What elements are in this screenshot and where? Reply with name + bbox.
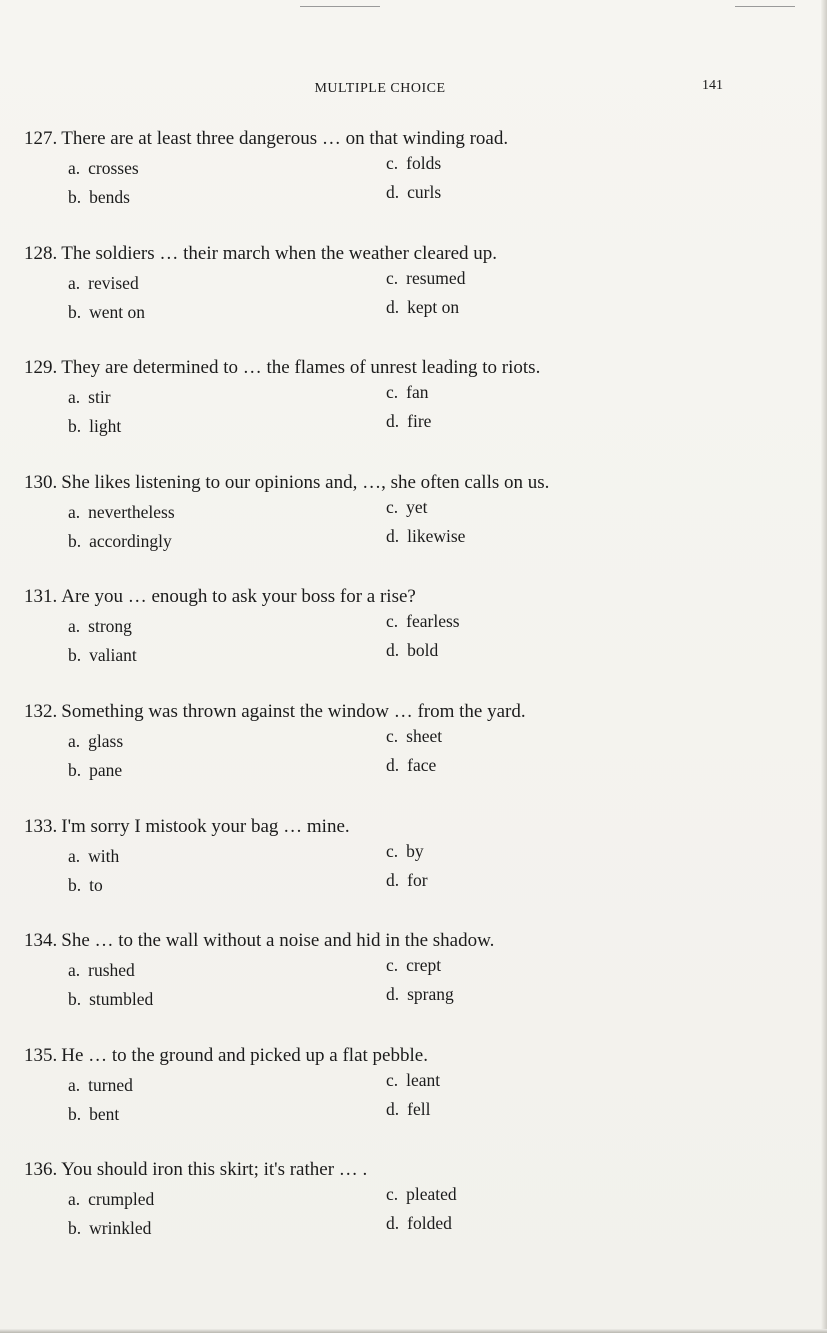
answer-option-d bbox=[386, 984, 454, 1005]
question-number: 129. bbox=[24, 357, 58, 378]
answer-option-b bbox=[68, 1104, 119, 1125]
question-text: They are determined to … the flames of unrest leading to riots. bbox=[61, 357, 541, 378]
question-stem bbox=[24, 701, 724, 723]
option-letter: d. bbox=[386, 526, 400, 546]
option-text: stir bbox=[88, 387, 111, 407]
question-stem bbox=[24, 1159, 724, 1181]
option-letter: b. bbox=[68, 187, 82, 207]
answer-options bbox=[24, 150, 724, 210]
option-text: to bbox=[89, 875, 103, 895]
question-number: 136. bbox=[24, 1159, 58, 1180]
question-number: 135. bbox=[24, 1045, 58, 1066]
answer-option-c bbox=[386, 153, 441, 174]
option-letter: c. bbox=[386, 497, 399, 517]
question-item bbox=[24, 243, 724, 325]
question-stem bbox=[24, 243, 724, 265]
option-text: rushed bbox=[88, 960, 135, 980]
option-letter: a. bbox=[68, 1189, 81, 1209]
answer-option-b bbox=[68, 416, 121, 437]
option-text: resumed bbox=[406, 268, 466, 288]
answer-option-b bbox=[68, 1218, 151, 1239]
option-letter: d. bbox=[386, 411, 400, 431]
question-stem bbox=[24, 1045, 724, 1067]
question-number: 127. bbox=[24, 128, 58, 149]
option-letter: a. bbox=[68, 158, 81, 178]
option-text: went on bbox=[89, 302, 146, 322]
answer-option-d bbox=[386, 1099, 430, 1120]
option-text: leant bbox=[406, 1070, 441, 1090]
option-text: bold bbox=[407, 640, 439, 660]
option-letter: b. bbox=[68, 645, 82, 665]
question-item bbox=[24, 816, 724, 898]
option-text: valiant bbox=[89, 645, 137, 665]
option-letter: d. bbox=[386, 984, 400, 1004]
option-letter: c. bbox=[386, 611, 399, 631]
answer-options bbox=[24, 723, 724, 783]
question-text: You should iron this skirt; it's rather … . bbox=[61, 1159, 368, 1180]
answer-option-c bbox=[386, 611, 460, 632]
option-text: face bbox=[407, 755, 437, 775]
option-letter: b. bbox=[68, 875, 82, 895]
question-item bbox=[24, 930, 724, 1012]
answer-option-c bbox=[386, 497, 428, 518]
answer-option-b bbox=[68, 875, 103, 896]
question-text: He … to the ground and picked up a flat pebble. bbox=[61, 1045, 428, 1066]
answer-options bbox=[24, 494, 724, 554]
question-number: 133. bbox=[24, 816, 58, 837]
question-item bbox=[24, 472, 724, 554]
option-text: turned bbox=[88, 1075, 133, 1095]
option-text: sheet bbox=[406, 726, 443, 746]
question-item bbox=[24, 701, 724, 783]
answer-option-a bbox=[68, 387, 111, 408]
option-letter: a. bbox=[68, 1075, 81, 1095]
answer-option-b bbox=[68, 531, 172, 552]
answer-options bbox=[24, 952, 724, 1012]
answer-option-a bbox=[68, 502, 175, 523]
option-letter: c. bbox=[386, 1070, 399, 1090]
option-letter: c. bbox=[386, 841, 399, 861]
option-text: bends bbox=[89, 187, 130, 207]
option-letter: d. bbox=[386, 870, 400, 890]
option-letter: b. bbox=[68, 531, 82, 551]
option-text: crosses bbox=[88, 158, 139, 178]
answer-option-a bbox=[68, 960, 135, 981]
option-letter: a. bbox=[68, 846, 81, 866]
answer-options bbox=[24, 1067, 724, 1127]
question-text: There are at least three dangerous … on that winding road. bbox=[61, 128, 509, 149]
answer-option-a bbox=[68, 846, 119, 867]
answer-option-d bbox=[386, 526, 465, 547]
answer-option-b bbox=[68, 989, 153, 1010]
question-stem bbox=[24, 816, 724, 838]
answer-option-b bbox=[68, 645, 137, 666]
page-number: 141 bbox=[702, 78, 723, 93]
option-letter: c. bbox=[386, 382, 399, 402]
answer-option-d bbox=[386, 1213, 452, 1234]
option-letter: d. bbox=[386, 297, 400, 317]
question-item bbox=[24, 128, 724, 210]
answer-options bbox=[24, 608, 724, 668]
option-letter: c. bbox=[386, 153, 399, 173]
option-text: wrinkled bbox=[89, 1218, 152, 1238]
option-text: crumpled bbox=[88, 1189, 155, 1209]
option-letter: a. bbox=[68, 616, 81, 636]
option-letter: b. bbox=[68, 760, 82, 780]
scan-edge-line bbox=[735, 6, 795, 7]
answer-option-c bbox=[386, 268, 465, 289]
answer-option-b bbox=[68, 187, 130, 208]
option-text: likewise bbox=[407, 526, 466, 546]
option-text: folds bbox=[406, 153, 442, 173]
question-text: Something was thrown against the window … from the yard. bbox=[61, 701, 526, 722]
question-text: Are you … enough to ask your boss for a rise? bbox=[61, 586, 416, 607]
option-letter: c. bbox=[386, 955, 399, 975]
option-text: pane bbox=[89, 760, 123, 780]
answer-option-d bbox=[386, 640, 438, 661]
answer-option-a bbox=[68, 273, 139, 294]
answer-option-c bbox=[386, 841, 424, 862]
answer-option-c bbox=[386, 1070, 440, 1091]
option-text: bent bbox=[89, 1104, 120, 1124]
question-item bbox=[24, 357, 724, 439]
option-letter: a. bbox=[68, 387, 81, 407]
option-text: folded bbox=[407, 1213, 452, 1233]
question-text: She … to the wall without a noise and hid in the shadow. bbox=[61, 930, 495, 951]
answer-option-a bbox=[68, 616, 132, 637]
page-edge-shadow bbox=[0, 1329, 827, 1333]
running-head: MULTIPLE CHOICE bbox=[314, 81, 446, 96]
answer-option-d bbox=[386, 870, 428, 891]
question-stem bbox=[24, 357, 724, 379]
answer-option-c bbox=[386, 955, 441, 976]
option-letter: d. bbox=[386, 755, 400, 775]
option-text: crept bbox=[406, 955, 442, 975]
question-stem bbox=[24, 472, 724, 494]
option-text: glass bbox=[88, 731, 124, 751]
answer-options bbox=[24, 379, 724, 439]
question-item bbox=[24, 1045, 724, 1127]
option-letter: d. bbox=[386, 640, 400, 660]
answer-option-d bbox=[386, 297, 459, 318]
option-text: sprang bbox=[407, 984, 454, 1004]
option-text: fearless bbox=[406, 611, 460, 631]
answer-option-b bbox=[68, 302, 145, 323]
answer-option-d bbox=[386, 411, 431, 432]
question-text: She likes listening to our opinions and, …, she often calls on us. bbox=[61, 472, 550, 493]
question-text: I'm sorry I mistook your bag … mine. bbox=[61, 816, 350, 837]
option-letter: d. bbox=[386, 182, 400, 202]
option-text: strong bbox=[88, 616, 132, 636]
option-text: light bbox=[89, 416, 122, 436]
option-text: kept on bbox=[407, 297, 460, 317]
option-letter: b. bbox=[68, 1218, 82, 1238]
question-text: The soldiers … their march when the weather cleared up. bbox=[61, 243, 498, 264]
option-letter: a. bbox=[68, 502, 81, 522]
answer-options bbox=[24, 838, 724, 898]
answer-options bbox=[24, 1181, 724, 1241]
answer-option-a bbox=[68, 1075, 133, 1096]
question-number: 134. bbox=[24, 930, 58, 951]
answer-option-a bbox=[68, 1189, 154, 1210]
option-text: fire bbox=[407, 411, 432, 431]
answer-option-a bbox=[68, 158, 139, 179]
option-letter: b. bbox=[68, 989, 82, 1009]
answer-option-d bbox=[386, 182, 441, 203]
option-text: accordingly bbox=[89, 531, 172, 551]
question-number: 132. bbox=[24, 701, 58, 722]
option-text: by bbox=[406, 841, 424, 861]
question-number: 131. bbox=[24, 586, 58, 607]
question-item bbox=[24, 586, 724, 668]
option-letter: b. bbox=[68, 302, 82, 322]
option-text: fell bbox=[407, 1099, 431, 1119]
answer-option-c bbox=[386, 1184, 457, 1205]
question-number: 130. bbox=[24, 472, 58, 493]
answer-options bbox=[24, 265, 724, 325]
option-letter: c. bbox=[386, 726, 399, 746]
option-letter: b. bbox=[68, 1104, 82, 1124]
question-item bbox=[24, 1159, 724, 1241]
answer-option-b bbox=[68, 760, 122, 781]
option-letter: a. bbox=[68, 273, 81, 293]
answer-option-d bbox=[386, 755, 436, 776]
scan-edge-line bbox=[300, 6, 380, 7]
option-text: pleated bbox=[406, 1184, 457, 1204]
page-edge-shadow bbox=[821, 0, 827, 1333]
option-letter: d. bbox=[386, 1099, 400, 1119]
option-text: for bbox=[407, 870, 428, 890]
option-text: revised bbox=[88, 273, 139, 293]
option-text: nevertheless bbox=[88, 502, 175, 522]
answer-option-c bbox=[386, 726, 442, 747]
question-stem bbox=[24, 128, 724, 150]
option-text: yet bbox=[406, 497, 428, 517]
option-letter: a. bbox=[68, 731, 81, 751]
option-letter: a. bbox=[68, 960, 81, 980]
question-number: 128. bbox=[24, 243, 58, 264]
option-letter: c. bbox=[386, 1184, 399, 1204]
answer-option-a bbox=[68, 731, 123, 752]
option-letter: d. bbox=[386, 1213, 400, 1233]
option-text: fan bbox=[406, 382, 429, 402]
option-letter: c. bbox=[386, 268, 399, 288]
option-letter: b. bbox=[68, 416, 82, 436]
answer-option-c bbox=[386, 382, 429, 403]
option-text: stumbled bbox=[89, 989, 154, 1009]
option-text: with bbox=[88, 846, 120, 866]
question-stem bbox=[24, 930, 724, 952]
question-stem bbox=[24, 586, 724, 608]
option-text: curls bbox=[407, 182, 442, 202]
